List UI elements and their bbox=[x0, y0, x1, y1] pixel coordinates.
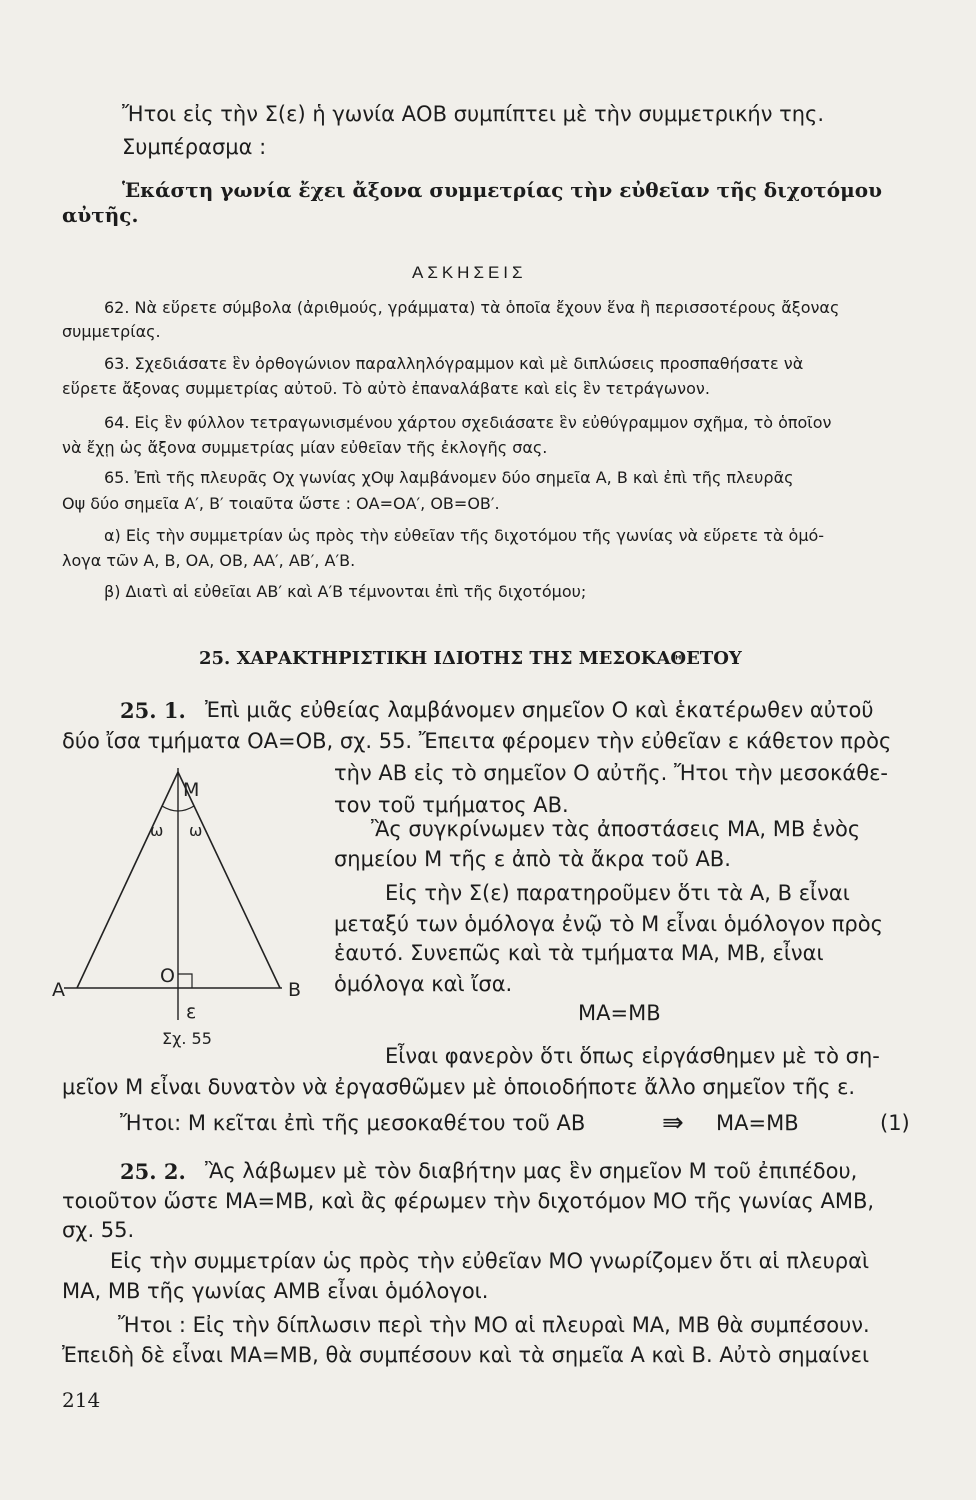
label-e: ε bbox=[186, 1001, 197, 1023]
paragraph-text: τὴν ΑΒ εἰς τὸ σημεῖον Ο αὐτῆς. Ἤτοι τὴν μεσοκάθε- bbox=[334, 761, 889, 785]
exercise-line: λογα τῶν Α, Β, ΟΑ, ΟΒ, ΑΑ′, ΑΒ′, Α′Β. bbox=[62, 551, 356, 570]
paragraph-text: Εἶναι φανερὸν ὅτι ὅπως εἰργάσθημεν μὲ τὸ ση- bbox=[385, 1044, 880, 1068]
exercises-heading: ΑΣΚΗΣΕΙΣ bbox=[412, 263, 527, 282]
implies-arrow-icon: ⇛ bbox=[662, 1108, 684, 1138]
exercise-line: 64. Εἰς ἓν φύλλον τετραγωνισμένου χάρτου σχεδιάσατε ἓν εὐθύγραμμον σχῆμα, τὸ ὁποῖον bbox=[104, 413, 832, 432]
paragraph-text: τον τοῦ τμήματος ΑΒ. bbox=[334, 793, 569, 817]
paragraph-text: Εἰς τὴν συμμετρίαν ὡς πρὸς τὴν εὐθεῖαν ΜΟ γνωρίζομεν ὅτι αἱ πλευραὶ bbox=[110, 1249, 870, 1273]
label-O: O bbox=[160, 965, 175, 987]
figure-55 bbox=[50, 760, 320, 1060]
label-omega-right: ω bbox=[189, 821, 203, 840]
side-MB bbox=[178, 772, 280, 988]
exercise-line: εὕρετε ἄξονας συμμετρίας αὐτοῦ. Τὸ αὐτὸ ἐπαναλάβατε καὶ εἰς ἓν τετράγωνον. bbox=[62, 379, 710, 398]
paragraph-text: μεταξύ των ὁμόλογα ἐνῷ τὸ Μ εἶναι ὁμόλογον πρὸς bbox=[334, 912, 883, 936]
paragraph-text: Ἐπὶ μιᾶς εὐθείας λαμβάνομεν σημεῖον Ο καὶ ἑκατέρωθεν αὐτοῦ bbox=[205, 698, 874, 722]
statement-equation: ΜΑ=ΜΒ bbox=[716, 1111, 799, 1135]
paragraph-text: Ἂς συγκρίνωμεν τὰς ἀποστάσεις ΜΑ, ΜΒ ἑνὸς bbox=[371, 817, 861, 841]
conclusion-line-1: Ἑκάστη γωνία ἔχει ἄξονα συμμετρίας τὴν εὐθεῖαν τῆς διχοτόμου bbox=[122, 178, 882, 202]
paragraph-text: Ἤτοι : Εἰς τὴν δίπλωσιν περὶ τὴν ΜΟ αἱ πλευραὶ ΜΑ, ΜΒ θὰ συμπέσουν. bbox=[118, 1313, 870, 1337]
paragraph-text: ΜΑ, ΜΒ τῆς γωνίας ΑΜΒ εἶναι ὁμόλογοι. bbox=[62, 1279, 489, 1303]
conclusion-line-2: αὐτῆς. bbox=[62, 203, 139, 227]
label-A: A bbox=[52, 979, 65, 1001]
right-angle-mark bbox=[178, 974, 192, 988]
figure-caption: Σχ. 55 bbox=[162, 1029, 212, 1048]
exercise-line: 62. Νὰ εὕρετε σύμβολα (ἀριθμούς, γράμματα) τὰ ὁποῖα ἔχουν ἕνα ἢ περισσοτέρους ἄξονας bbox=[104, 298, 840, 317]
paragraph-text: σχ. 55. bbox=[62, 1218, 135, 1242]
statement-text: Ἤτοι: Μ κεῖται ἐπὶ τῆς μεσοκαθέτου τοῦ ΑΒ bbox=[120, 1111, 586, 1135]
intro-line-1: Ἤτοι εἰς τὴν Σ(ε) ἡ γωνία ΑΟΒ συμπίπτει μὲ τὴν συμμετρικήν της. bbox=[122, 102, 825, 126]
paragraph-text: Εἰς τὴν Σ(ε) παρατηροῦμεν ὅτι τὰ Α, Β εἶναι bbox=[385, 881, 850, 905]
section-title: 25. ΧΑΡΑΚΤΗΡΙΣΤΙΚΗ ΙΔΙΟΤΗΣ ΤΗΣ ΜΕΣΟΚΑΘΕΤΟΥ bbox=[199, 648, 742, 669]
paragraph-text: δύο ἴσα τμήματα ΟΑ=ΟΒ, σχ. 55. Ἔπειτα φέρομεν τὴν εὐθεῖαν ε κάθετον πρὸς bbox=[62, 729, 892, 753]
paragraph-text: σημείου Μ τῆς ε ἀπὸ τὰ ἄκρα τοῦ ΑΒ. bbox=[334, 847, 731, 871]
paragraph-number: 25. 2. bbox=[120, 1159, 186, 1184]
exercise-line: νὰ ἔχῃ ὡς ἄξονα συμμετρίας μίαν εὐθεῖαν τῆς ἐκλογῆς σας. bbox=[62, 438, 548, 457]
side-MA bbox=[77, 772, 178, 988]
exercise-line: Οψ δύο σημεῖα Α′, Β′ τοιαῦτα ὥστε : ΟΑ=ΟΑ′, ΟΒ=ΟΒ′. bbox=[62, 494, 500, 513]
intro-line-2: Συμπέρασμα : bbox=[122, 135, 267, 159]
paragraph-text: Ἐπειδὴ δὲ εἶναι ΜΑ=ΜΒ, θὰ συμπέσουν καὶ τὰ σημεῖα Α καὶ Β. Αὐτὸ σημαίνει bbox=[62, 1343, 870, 1367]
page-number: 214 bbox=[62, 1388, 101, 1412]
paragraph-text: Ἂς λάβωμεν μὲ τὸν διαβήτην μας ἓν σημεῖον Μ τοῦ ἐπιπέδου, bbox=[205, 1159, 858, 1183]
equation-number: (1) bbox=[880, 1111, 910, 1135]
paragraph-text: ὁμόλογα καὶ ἴσα. bbox=[334, 972, 513, 996]
paragraph-text: τοιοῦτον ὥστε ΜΑ=ΜΒ, καὶ ἂς φέρωμεν τὴν διχοτόμον ΜΟ τῆς γωνίας ΑΜΒ, bbox=[62, 1189, 875, 1213]
label-omega-left: ω bbox=[150, 821, 164, 840]
exercise-line: 65. Ἐπὶ τῆς πλευρᾶς Οχ γωνίας χΟψ λαμβάνομεν δύο σημεῖα Α, Β καὶ ἐπὶ τῆς πλευρᾶς bbox=[104, 468, 794, 487]
paragraph-text: μεῖον Μ εἶναι δυνατὸν νὰ ἐργασθῶμεν μὲ ὁποιοδήποτε ἄλλο σημεῖον τῆς ε. bbox=[62, 1075, 856, 1099]
paragraph-text: ἑαυτό. Συνεπῶς καὶ τὰ τμήματα ΜΑ, ΜΒ, εἶναι bbox=[334, 941, 824, 965]
label-M: M bbox=[183, 779, 200, 801]
label-B: B bbox=[288, 979, 302, 1001]
exercise-line: συμμετρίας. bbox=[62, 322, 161, 341]
exercise-line: α) Εἰς τὴν συμμετρίαν ὡς πρὸς τὴν εὐθεῖαν τῆς διχοτόμου τῆς γωνίας νὰ εὕρετε τὰ ὁμό- bbox=[104, 526, 825, 545]
paragraph-number: 25. 1. bbox=[120, 698, 186, 723]
exercise-line: β) Διατὶ αἱ εὐθεῖαι ΑΒ′ καὶ Α′Β τέμνονται ἐπὶ τῆς διχοτόμου; bbox=[104, 582, 587, 601]
exercise-line: 63. Σχεδιάσατε ἓν ὀρθογώνιον παραλληλόγραμμον καὶ μὲ διπλώσεις προσπαθήσατε νὰ bbox=[104, 354, 804, 373]
equation: ΜΑ=ΜΒ bbox=[578, 1001, 661, 1025]
